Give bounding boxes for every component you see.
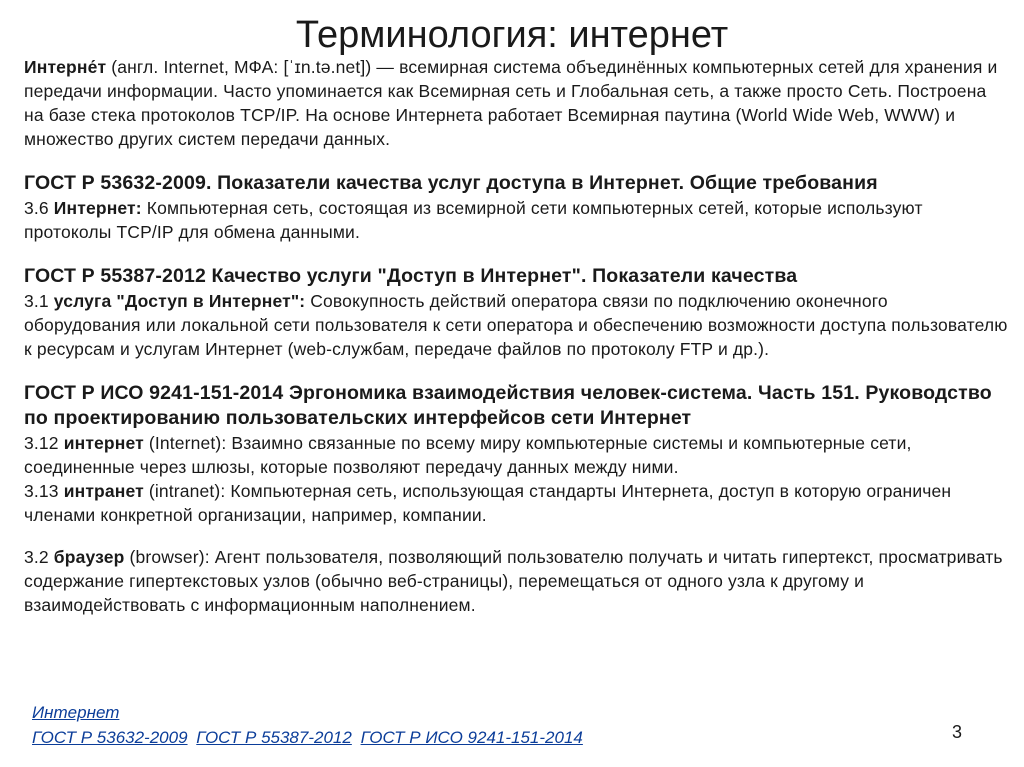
section3-definition-browser [24, 545, 1009, 617]
def1-term: интернет [63, 433, 144, 453]
intro-text-line1: (англ. Internet, МФА: [ˈɪn.tə.net]) — всемирная система объединённых компьютерных сетей [106, 57, 865, 77]
section2-text: Совокупность действий оператора связи по подключению оконечного оборудования или локальной сети пользователя к сети оператора и обеспечению возможности доступа пользователю к ресурсам и услугам Интернет (web-службам, передаче файлов по протоколу FTP и др.). [24, 291, 1008, 359]
def2-term: интранет [63, 481, 144, 501]
section1-num: 3.6 [24, 198, 54, 218]
section2-num: 3.1 [24, 291, 54, 311]
section1-term: Интернет: [53, 198, 142, 218]
def2-text: (intranet): Компьютерная сеть, использующая стандарты Интернета, доступ в которую ограничен членами конкретной организации, например, компании. [24, 481, 952, 525]
section1-heading: ГОСТ Р 53632-2009. Показатели качества услуг доступа в Интернет. Общие требования [24, 172, 878, 194]
slide-title: Терминология: интернет [295, 14, 729, 56]
footer-links [32, 700, 832, 750]
section1-text: Компьютерная сеть, состоящая из всемирной сети компьютерных сетей, которые используют протоколы TCP/IP для обмена данными. [24, 198, 923, 242]
section2-heading: ГОСТ Р 55387-2012 Качество услуги "Доступ в Интернет". Показатели качества [24, 265, 798, 287]
section3-heading: ГОСТ Р ИСО 9241-151-2014 Эргономика взаимодействия человек-система. Часть 151. Руководство по проектированию пользовательских интерфейсов сети Интернет [24, 382, 992, 429]
def1-num: 3.12 [24, 433, 64, 453]
link-gost-iso-9241[interactable]: ГОСТ Р ИСО 9241-151-2014 [360, 728, 583, 747]
section3-definition-intranet [24, 479, 1009, 527]
intro-term: Интерне́т [24, 57, 107, 77]
section2-definition [24, 289, 1009, 361]
link-gost-53632[interactable]: ГОСТ Р 53632-2009 [32, 728, 188, 747]
slide-content [24, 55, 1009, 617]
def1-text: (Internet): Взаимно связанные по всему миру компьютерные системы и компьютерные сети, соединенные через шлюзы, которые позволяют передачу данных между ними. [24, 433, 912, 477]
page-number: 3 [952, 722, 963, 742]
def3-num: 3.2 [24, 547, 54, 567]
section2-term: услуга "Доступ в Интернет": [53, 291, 306, 311]
section3-definition-internet [24, 431, 1009, 479]
def2-num: 3.13 [24, 481, 64, 501]
intro-paragraph [24, 55, 1009, 151]
def3-term: браузер [53, 547, 125, 567]
link-gost-55387[interactable]: ГОСТ Р 55387-2012 [196, 728, 352, 747]
def3-text: (browser): Агент пользователя, позволяющий пользователю получать и читать гипертекст, просматривать содержание гипертекстовых узлов (обычно веб-страницы), перемещаться от одного узла к другому и взаимодействовать с информационным наполнением. [24, 547, 1003, 615]
section1-definition [24, 196, 1009, 244]
link-internet[interactable]: Интернет [32, 703, 120, 722]
intro-text-rest: для хранения и передачи информации. Часто упоминается как Всемирная сеть и Глобальная сеть, а также просто Сеть. Построена на базе стека протоколов TCP/IP. На основе Интернета работает Всемирная паутина (World Wide Web, WWW) и множество других систем передачи данных. [24, 57, 998, 149]
